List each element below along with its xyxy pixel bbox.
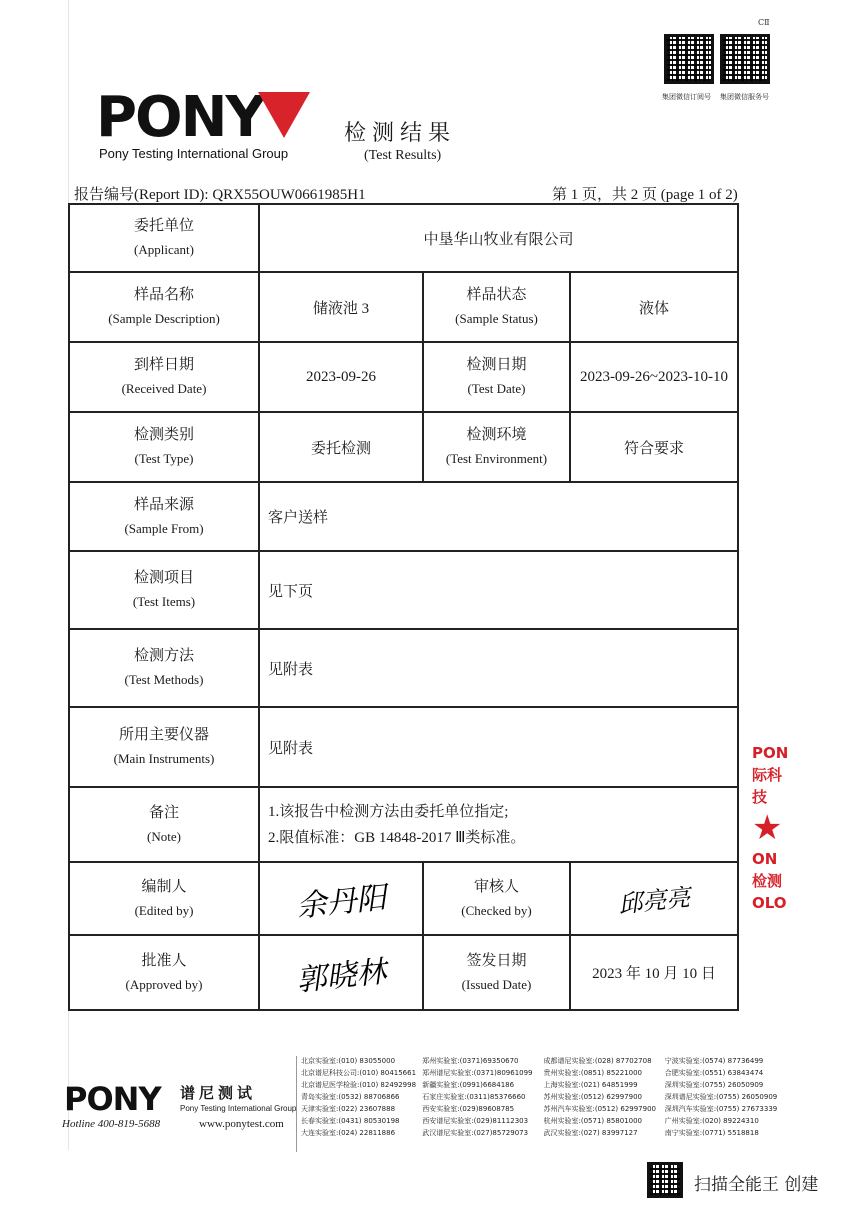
corner-mark: CⅡ [758,18,770,27]
label-cn: 所用主要仪器 [118,727,209,743]
report-id [74,183,366,204]
received-date-label [69,342,259,412]
approved-by-label [69,935,259,1010]
label-cn: 签发日期 [466,952,527,969]
label-cn: 备注 [148,804,179,821]
label-en: (Sample From) [124,520,204,536]
test-methods-value: 见附表 [259,629,738,707]
label-en: (Checked by) [461,902,532,918]
lab-contact: 石家庄实验室:(0311)85376660 [422,1093,526,1101]
label-en: (Applicant) [134,242,194,257]
stamp-text: 际科技 [752,766,783,806]
label-cn: 检测方法 [133,648,194,664]
website: www.ponytest.com [199,1118,284,1130]
lab-contact: 长春实验室:(0431) 80530198 [301,1117,400,1125]
edited-by-label [69,862,259,935]
label-en: (Issued Date) [461,976,532,992]
pony-logo [96,85,265,150]
lab-contact: 南宁实验室:(0771) 5518818 [664,1129,759,1137]
test-environment-value: 符合要求 [570,412,738,482]
lab-directory [296,1056,782,1152]
label-cn: 编制人 [141,878,187,895]
sample-status-value: 液体 [570,272,738,342]
lab-contact: 深圳汽车实验室:(0755) 27673339 [664,1105,778,1113]
lab-contact: 宁波实验室:(0574) 87736499 [664,1057,764,1065]
hotline: Hotline 400-819-5688 [62,1118,161,1130]
footer-company-en: Pony Testing International Group [180,1104,297,1113]
table-row [69,935,738,1010]
label-en: (Test Type) [134,451,194,466]
label-cn: 检测项目 [133,570,194,586]
scanner-qr-code [647,1162,683,1198]
table-row [69,629,738,707]
lab-contact: 杭州实验室:(0571) 85801000 [543,1117,642,1125]
red-seal-stamp [752,742,792,912]
results-table [68,203,739,1011]
table-row [69,272,738,342]
applicant-label [69,204,259,272]
lab-contact: 西安谱尼实验室:(029)81112303 [422,1117,529,1125]
lab-contact: 武汉谱尼实验室:(027)85729073 [422,1129,529,1137]
lab-contact: 新疆实验室:(0991)6684186 [422,1081,515,1089]
approved-by-signature: 郭晓林 [294,953,388,999]
label-cn: 审核人 [473,878,519,895]
lab-contact: 苏州实验室:(0512) 62997900 [543,1093,642,1101]
label-en: (Approved by) [125,976,203,992]
label-en: (Edited by) [134,902,194,918]
lab-contact: 青岛实验室:(0532) 88706866 [301,1093,400,1101]
edited-by-signature-cell [259,862,423,935]
checked-by-label [423,862,570,935]
lab-contact: 西安实验室:(029)89608785 [422,1105,515,1113]
label-en: (Test Items) [132,594,196,609]
label-en: (Sample Status) [455,311,538,326]
title-chinese: 检测结果 [344,121,457,146]
footer-pony-logo: PONY [64,1080,161,1118]
test-date-value: 2023-09-26~2023-10-10 [570,342,738,412]
label-cn: 批准人 [141,952,187,969]
note-value [259,787,738,862]
lab-contact: 上海实验室:(021) 64851999 [543,1081,638,1089]
scanner-watermark: 扫描全能王 创建 [694,1175,819,1195]
label-cn: 到样日期 [133,357,194,373]
sample-description-value: 储液池 3 [259,272,423,342]
lab-contact: 郑州实验室:(0371)69350670 [422,1057,519,1065]
label-cn: 样品来源 [133,496,194,513]
label-en: (Test Environment) [445,451,548,466]
table-row [69,551,738,629]
sample-from-value: 客户送样 [259,482,738,551]
received-date-value: 2023-09-26 [259,342,423,412]
logo-triangle-icon [258,92,310,138]
test-items-label [69,551,259,629]
test-methods-label [69,629,259,707]
qr-caption-subscription: 集团微信订阅号 [662,93,711,101]
table-row [69,342,738,412]
sample-from-label [69,482,259,551]
lab-contact: 广州实验室:(020) 89224310 [664,1117,759,1125]
label-en: (Sample Description) [108,311,220,326]
label-en: (Main Instruments) [113,751,215,766]
applicant-value: 中垦华山牧业有限公司 [259,204,738,272]
sample-description-label [69,272,259,342]
lab-contact: 成都谱尼实验室:(028) 87702708 [543,1057,652,1065]
stamp-text: PON [752,744,789,762]
label-cn: 委托单位 [133,218,194,234]
lab-contact: 武汉实验室:(027) 83997127 [543,1129,638,1137]
wechat-subscription-qr-code [664,34,714,84]
lab-contact: 深圳谱尼实验室:(0755) 26050909 [664,1093,778,1101]
report-id-value: QRX55OUW0661985H1 [212,187,366,203]
edited-by-signature: 余丹阳 [294,879,388,925]
footer-company-cn: 谱尼测试 [180,1084,257,1102]
label-cn: 检测环境 [466,427,527,443]
label-cn: 检测日期 [466,357,527,373]
label-en: (Test Date) [467,381,526,396]
table-row [69,412,738,482]
label-cn: 检测类别 [133,427,194,443]
lab-contact: 深圳实验室:(0755) 26050909 [664,1081,764,1089]
wechat-service-qr-code [720,34,770,84]
test-type-value: 委托检测 [259,412,423,482]
page-number: 第 1 页，共 2 页 (page 1 of 2) [552,187,738,203]
lab-contact: 北京谱尼医学检验:(010) 82492998 [301,1081,417,1089]
report-id-label: 报告编号(Report ID): [74,187,209,203]
table-row [69,707,738,787]
lab-contact: 天津实验室:(022) 23607888 [301,1105,396,1113]
star-icon: ★ [752,808,783,848]
sample-status-label [423,272,570,342]
logo-text: PONY [96,85,265,150]
test-type-label [69,412,259,482]
lab-contact: 北京谱尼科技公司:(010) 80415661 [301,1069,417,1077]
title-english: (Test Results) [364,148,442,163]
issued-date-label [423,935,570,1010]
main-instruments-value: 见附表 [259,707,738,787]
qr-caption-service: 集团微信服务号 [720,93,769,101]
stamp-text: 检测 [752,872,783,890]
lab-contact: 大连实验室:(024) 22811886 [301,1129,396,1137]
note-label [69,787,259,862]
note-line-2: 2.限值标准：GB 14848-2017 Ⅲ类标准。 [268,829,526,846]
test-environment-label [423,412,570,482]
test-date-label [423,342,570,412]
lab-contact: 北京实验室:(010) 83055000 [301,1057,396,1065]
label-en: (Received Date) [121,381,207,396]
logo-subtitle: Pony Testing International Group [99,146,289,161]
label-en: (Note) [147,828,181,844]
lab-contact: 郑州谱尼实验室:(0371)80961099 [422,1069,533,1077]
checked-by-signature-cell [570,862,738,935]
label-cn: 样品名称 [133,287,194,303]
label-en: (Test Methods) [124,672,204,687]
checked-by-signature: 邱亮亮 [616,883,692,919]
lab-contact: 合肥实验室:(0551) 63843474 [664,1069,764,1077]
table-row [69,787,738,862]
table-row [69,204,738,272]
lab-contact: 苏州汽车实验室:(0512) 62997900 [543,1105,656,1113]
test-items-value: 见下页 [259,551,738,629]
stamp-text: OLO [752,894,787,912]
label-cn: 样品状态 [466,287,527,303]
approved-by-signature-cell [259,935,423,1010]
lab-contact: 贵州实验室:(0851) 85221000 [543,1069,642,1077]
main-instruments-label [69,707,259,787]
note-line-1: 1.该报告中检测方法由委托单位指定; [268,803,509,820]
table-row [69,862,738,935]
table-row [69,482,738,551]
issued-date-value: 2023 年 10 月 10 日 [570,935,738,1010]
stamp-text: ON [752,850,778,868]
